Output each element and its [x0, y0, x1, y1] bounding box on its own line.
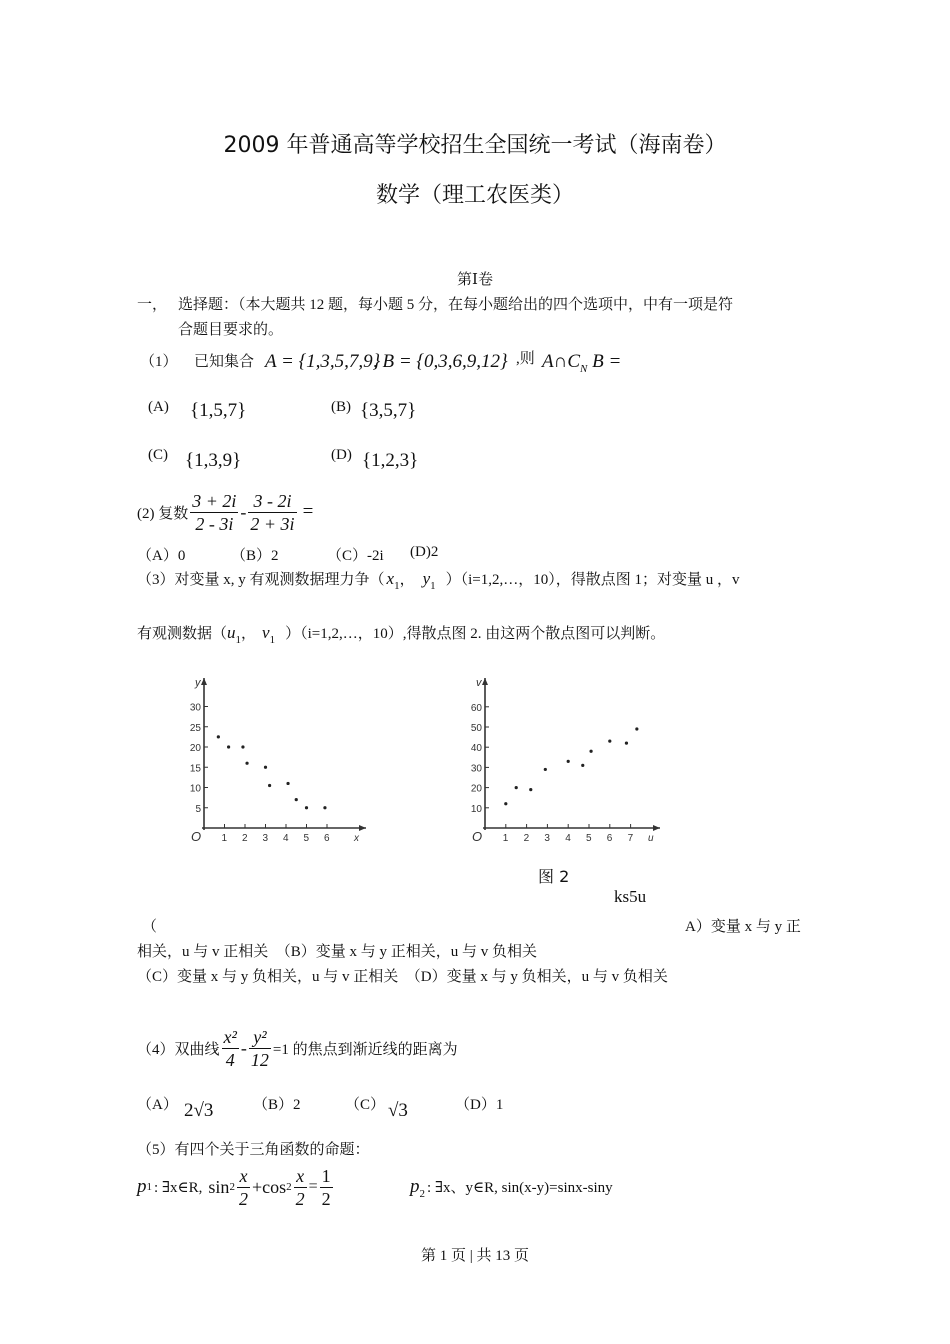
- q1-option-b-label: (B): [331, 399, 351, 415]
- q5-proposition-2: $p_2$ : ∃x、y∈R, sin(x-y)=sinx-siny: [410, 1176, 613, 1200]
- x-tick-label: 6: [606, 833, 613, 844]
- y-tick-label: 20: [470, 783, 482, 795]
- volume-label: 第Ⅰ卷: [457, 272, 493, 288]
- q2-option-a: （A）0: [137, 548, 186, 564]
- q1-set-a: A = {1,3,5,7,9}: [265, 351, 381, 372]
- q2-option-b: （B）2: [231, 548, 279, 564]
- x-axis-arrow: [359, 825, 366, 831]
- q2-option-d: (D)2: [410, 544, 439, 560]
- x-tick-label: 3: [544, 833, 550, 844]
- data-point: [305, 806, 308, 809]
- q2-minus: -: [240, 501, 247, 522]
- q4-prefix: （4）双曲线: [137, 1041, 220, 1058]
- q4-option-a-value: 2√3: [184, 1100, 214, 1121]
- data-point: [264, 766, 267, 769]
- q1-set-b: , B = {0,3,6,9,12}: [373, 351, 508, 372]
- y-tick-label: 10: [189, 783, 201, 795]
- q1-then: ,则: [516, 351, 535, 367]
- data-point: [217, 735, 220, 738]
- q5-proposition-1: p 1 : ∃x∈R, sin 2 $\frac{x}{2}$ +cos 2 $\frac{x}{2}$ = $\frac{1}{2}$: [137, 1165, 331, 1209]
- q3-y-var: y: [422, 569, 431, 588]
- q3-line1: （3）对变量 x, y 有观测数据理力争（ $x_1$， $y_1$ ）（i=1,2,…，10），得散点图 1；对变量 u ，v: [137, 569, 740, 592]
- q1-option-c-value: {1,3,9}: [185, 450, 242, 471]
- q4-option-a-label: （A）: [137, 1097, 178, 1113]
- section-instructions: 选择题：（本大题共 12 题，每小题 5 分，在每小题给出的四个选项中，中有一项是符: [178, 297, 734, 313]
- data-point: [323, 806, 326, 809]
- y-axis-arrow: [482, 678, 488, 685]
- x-tick-label: 6: [324, 833, 330, 844]
- q2-prefix: (2) 复数: [137, 505, 189, 522]
- q1-option-d-value: {1,2,3}: [362, 450, 419, 471]
- x-tick-label: 4: [283, 833, 289, 844]
- q3-option-a: A）变量 x 与 y 正: [685, 919, 801, 935]
- figure-caption: 图 2: [538, 867, 570, 886]
- y-tick-label: 10: [470, 803, 482, 815]
- exam-title: 2009 年普通高等学校招生全国统一考试（海南卷）: [223, 133, 727, 158]
- x-tick-label: 1: [221, 833, 228, 844]
- q3-v-var: v: [262, 623, 270, 642]
- q3-option-open: （: [142, 919, 158, 935]
- x-tick-label: 3: [262, 833, 269, 844]
- data-point: [529, 788, 532, 791]
- section-number: 一，: [137, 297, 168, 313]
- data-point: [245, 762, 248, 765]
- section-instructions-cont: 合题目要求的。: [178, 322, 284, 338]
- data-point: [581, 764, 584, 767]
- data-point: [567, 760, 570, 763]
- q2-option-c: （C）-2i: [327, 548, 384, 564]
- data-point: [286, 782, 289, 785]
- q2-line: [137, 488, 313, 536]
- q3-x-var: x: [386, 569, 395, 588]
- q4-option-d: （D）1: [455, 1097, 504, 1113]
- x-tick-label: 5: [303, 833, 310, 844]
- y-tick-label: 30: [470, 763, 482, 775]
- x-tick-label: 2: [523, 833, 530, 844]
- y-tick-label: 20: [189, 743, 201, 754]
- y-axis-arrow: [201, 678, 207, 685]
- q4-option-c-value: √3: [388, 1100, 408, 1121]
- y-tick-label: 30: [189, 702, 201, 714]
- q4-minus: -: [240, 1037, 247, 1058]
- x-tick-label: 5: [586, 833, 592, 844]
- q4-fraction-2: $\frac{\text{y²}}{12}$: [250, 1026, 269, 1070]
- data-point: [504, 802, 507, 805]
- page-footer: 第 1 页 | 共 13 页: [420, 1248, 529, 1264]
- q1-option-a-label: (A): [148, 399, 169, 415]
- q1-option-c-label: (C): [148, 447, 168, 463]
- q4-option-b: （B）2: [253, 1097, 301, 1113]
- data-point: [544, 768, 547, 771]
- q4-suffix: =1 的焦点到渐近线的距离为: [272, 1041, 458, 1058]
- q3-options-line3: （C）变量 x 与 y 负相关，u 与 v 正相关 （D）变量 x 与 y 负相关，u 与 v 负相关: [137, 969, 668, 985]
- q4-option-c-label: （C）: [345, 1097, 386, 1113]
- y-axis-label: v: [476, 677, 482, 689]
- q1-option-b-value: {3,5,7}: [360, 400, 417, 421]
- x-tick-label: 7: [627, 833, 634, 844]
- data-point: [589, 750, 592, 753]
- data-point: [227, 745, 230, 748]
- x-axis-arrow: [653, 825, 660, 831]
- data-point: [241, 745, 244, 748]
- data-point: [515, 786, 518, 789]
- q5-stem: （5）有四个关于三角函数的命题：: [137, 1142, 370, 1158]
- exam-subtitle: 数学（理工农医类）: [375, 183, 574, 208]
- y-tick-label: 60: [470, 702, 482, 714]
- q1-number: （1）: [140, 354, 178, 370]
- x-axis-label: u: [648, 833, 654, 844]
- q1-option-d-label: (D): [331, 447, 352, 463]
- q2-fraction-1: $\frac{3 + 2i}{2 - 3i}$: [192, 490, 237, 534]
- x-tick-label: 4: [565, 833, 571, 844]
- q1-stem: 已知集合: [194, 354, 255, 370]
- q4-line: [137, 1022, 458, 1074]
- x-tick-label: 1: [502, 833, 509, 844]
- scatter-plot-uv: [455, 670, 670, 845]
- y-tick-label: 25: [189, 722, 201, 734]
- data-point: [295, 798, 298, 801]
- y-axis-label: y: [195, 677, 201, 689]
- y-tick-label: 15: [189, 763, 201, 775]
- origin-label: O: [472, 829, 483, 844]
- data-point: [268, 784, 271, 787]
- data-point: [635, 727, 638, 730]
- y-tick-label: 5: [195, 803, 201, 815]
- y-tick-label: 40: [470, 743, 482, 755]
- q1-question-expr: $A\cap C_N$ B =: [542, 351, 622, 375]
- x-tick-label: 2: [242, 833, 248, 844]
- x-axis-label: x: [354, 833, 359, 844]
- origin-label: O: [191, 829, 202, 844]
- watermark: ks5u: [614, 887, 647, 906]
- data-point: [625, 742, 628, 745]
- q1-option-a-value: {1,5,7}: [190, 400, 247, 421]
- q4-fraction-1: $\frac{\text{x²}}{4}$: [223, 1026, 237, 1070]
- q3-line2: 有观测数据（$u_1$， $v_1$ ）（i=1,2,…，10）,得散点图 2. 由这两个散点图可以判断。: [137, 623, 666, 646]
- q2-equals: =: [302, 501, 314, 522]
- scatter-plot-xy: [180, 670, 380, 845]
- data-point: [608, 740, 611, 743]
- q2-fraction-2: $\frac{3 - 2i}{2 + 3i}$: [250, 490, 295, 534]
- q3-options-line2: 相关，u 与 v 正相关 （B）变量 x 与 y 正相关，u 与 v 负相关: [137, 944, 538, 960]
- y-tick-label: 50: [470, 723, 482, 734]
- q3-u-var: u: [227, 623, 236, 642]
